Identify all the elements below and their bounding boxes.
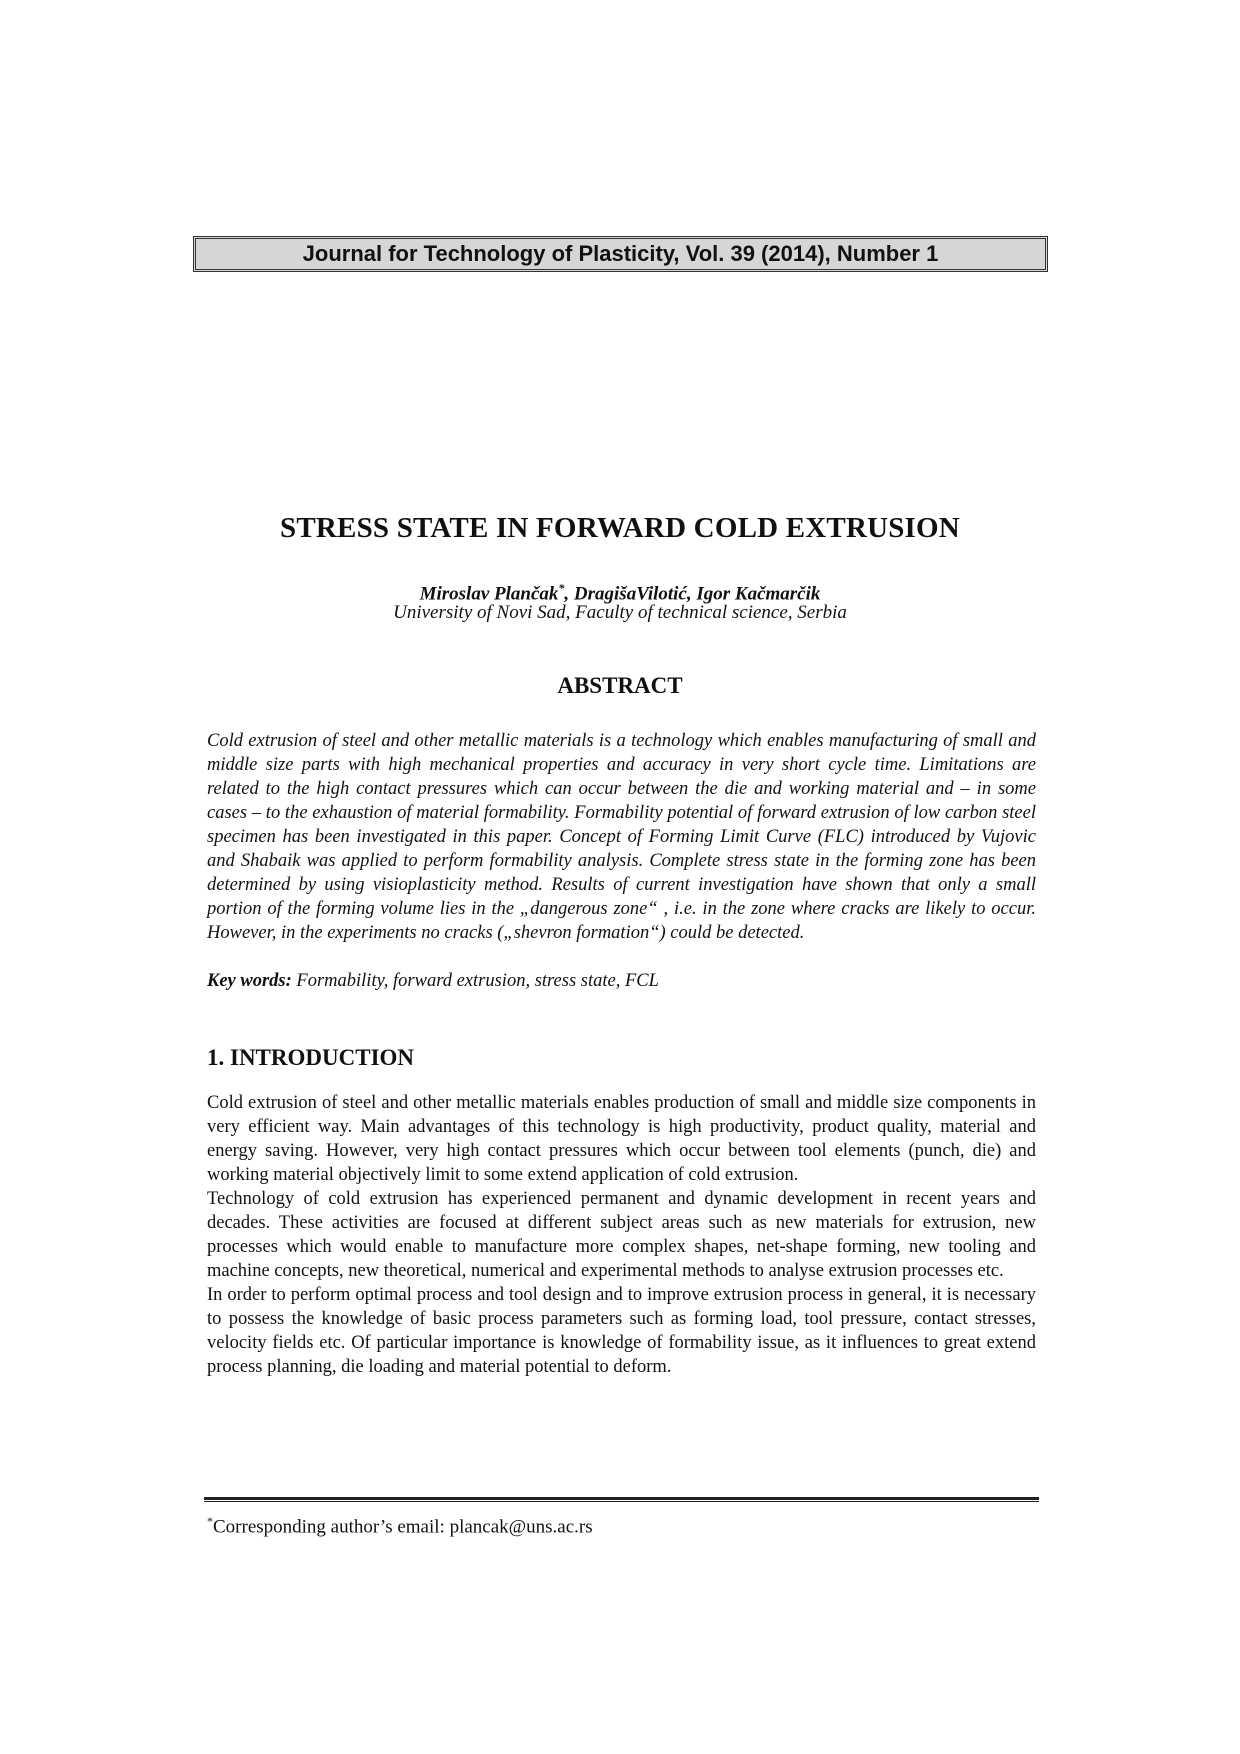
co-authors: , DragišaVilotić, Igor Kačmarčik <box>564 583 821 605</box>
intro-paragraph-2: Technology of cold extrusion has experienced permanent and dynamic development in recent years and decades. These activities are focused at different subject areas such as new materials for extrusion, new processes which would enable to manufacture more complex shapes, net-shape forming, new tooling and machine concepts, new theoretical, numerical and experimental methods to analyse extrusion processes etc. <box>207 1189 1036 1281</box>
footnote-mark: * <box>207 1514 213 1528</box>
keywords-list: Formability, forward extrusion, stress state, FCL <box>291 971 659 991</box>
footnote-divider <box>204 1497 1039 1502</box>
abstract-heading: ABSTRACT <box>557 673 683 698</box>
keywords-line <box>207 969 1036 993</box>
footnote-text: Corresponding author’s email: plancak@uns.ac.rs <box>213 1516 593 1538</box>
first-author: Miroslav Plančak <box>419 583 559 605</box>
footnote <box>207 1509 593 1539</box>
keywords-label: Key words: <box>207 971 292 991</box>
intro-paragraph-1: Cold extrusion of steel and other metallic materials enables production of small and middle size components in very efficient way. Main advantages of this technology is high productivity, product quality, material and energy saving. However, very high contact pressures which occur between tool elements (punch, die) and working material objectively limit to some extend application of cold extrusion. <box>207 1093 1036 1185</box>
affiliation: University of Novi Sad, Faculty of technical science, Serbia <box>393 602 847 623</box>
paper-title: STRESS STATE IN FORWARD COLD EXTRUSION <box>280 512 960 544</box>
corresponding-author-mark: * <box>558 581 565 595</box>
abstract-text: Cold extrusion of steel and other metallic materials is a technology which enables manufacturing of small and middle size parts with high mechanical properties and accuracy in very short cycle time. Limitations are related to the high contact pressures which can occur between the die and working material and – in some cases – to the exhaustion of material formability. Formability potential of forward extrusion of low carbon steel specimen has been investigated in this paper. Concept of Forming Limit Curve (FLC) introduced by Vujovic and Shabaik was applied to perform formability analysis. Complete stress state in the forming zone has been determined by using visioplasticity method. Results of current investigation have shown that only a small portion of the forming volume lies in the „dangerous zone“ , i.e. in the zone where cracks are likely to occur. However, in the experiments no cracks („shevron formation“) could be detected. <box>207 731 1036 943</box>
section-heading-introduction: 1. INTRODUCTION <box>207 1045 415 1070</box>
intro-paragraph-3: In order to perform optimal process and tool design and to improve extrusion process in general, it is necessary to possess the knowledge of basic process parameters such as forming load, tool pressure, contact stresses, velocity fields etc. Of particular importance is knowledge of formability issue, as it influences to great extend process planning, die loading and material potential to deform. <box>207 1285 1036 1377</box>
journal-header: Journal for Technology of Plasticity, Vol. 39 (2014), Number 1 <box>302 241 939 266</box>
introduction-body <box>207 1091 1036 1379</box>
journal-header-box <box>193 236 1048 272</box>
